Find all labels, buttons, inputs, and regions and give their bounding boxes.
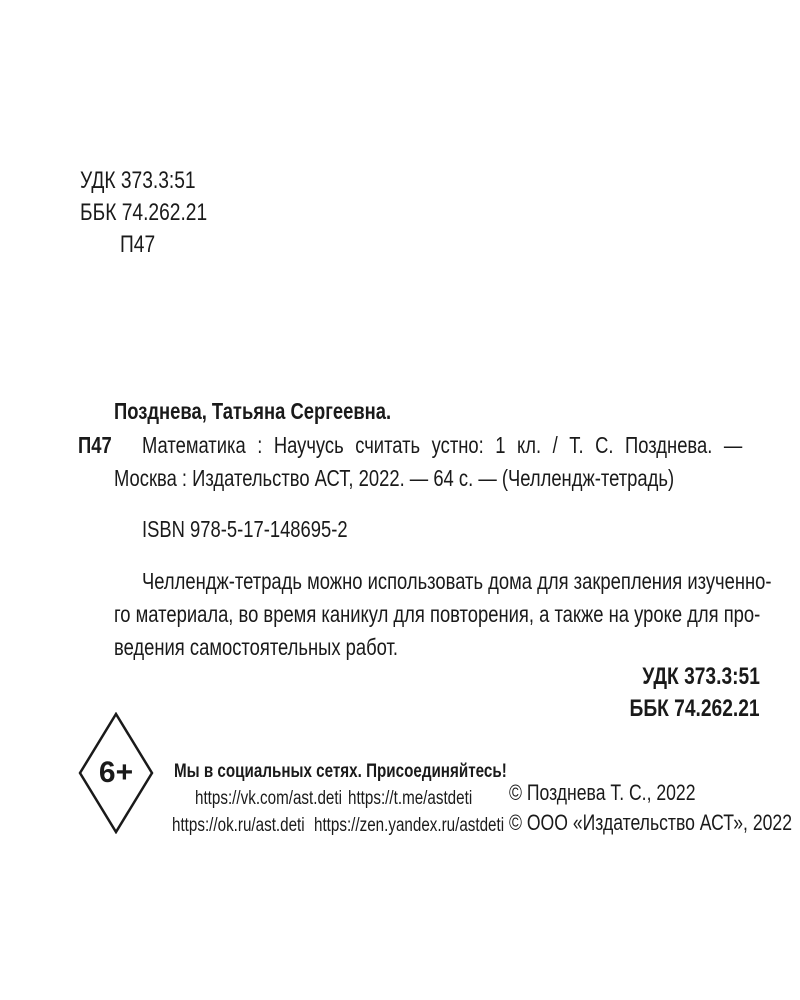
annotation-line-3: ведения самостоятельных работ.: [114, 634, 399, 660]
author-mark-top: П47: [120, 231, 156, 258]
author-mark: П47: [78, 432, 112, 458]
annotation-line-2: го материала, во время каникул для повторения, а также на уроке для про-: [114, 601, 761, 627]
udk-top: УДК 373.3:51: [80, 167, 196, 194]
copyright-publisher: © ООО «Издательство АСТ», 2022: [509, 810, 792, 835]
copyright-author: © Позднева Т. С., 2022: [509, 780, 696, 805]
age-rating: 6+: [98, 756, 134, 789]
social-link-ok[interactable]: https://ok.ru/ast.deti: [172, 815, 305, 836]
title-line-1: Математика : Научусь считать устно: 1 кл. / Т. С. Позднева. —: [142, 432, 743, 458]
social-link-vk[interactable]: https://vk.com/ast.deti: [195, 788, 342, 809]
social-link-zen[interactable]: https://zen.yandex.ru/astdeti: [314, 815, 505, 836]
udk-code: УДК 373.3:51: [642, 663, 760, 690]
author-heading: Позднева, Татьяна Сергеевна.: [114, 398, 392, 424]
bbk-top: ББК 74.262.21: [80, 199, 208, 226]
bbk-code: ББК 74.262.21: [629, 695, 760, 722]
social-heading: Мы в социальных сетях. Присоединяйтесь!: [174, 761, 507, 782]
social-link-telegram[interactable]: https://t.me/astdeti: [348, 788, 473, 809]
isbn: ISBN 978-5-17-148695-2: [142, 516, 348, 542]
title-line-2: Москва : Издательство АСТ, 2022. — 64 с. — (Челлендж-тетрадь): [114, 465, 675, 491]
annotation-line-1: Челлендж-тетрадь можно использовать дома для закрепления изученно-: [142, 568, 772, 594]
